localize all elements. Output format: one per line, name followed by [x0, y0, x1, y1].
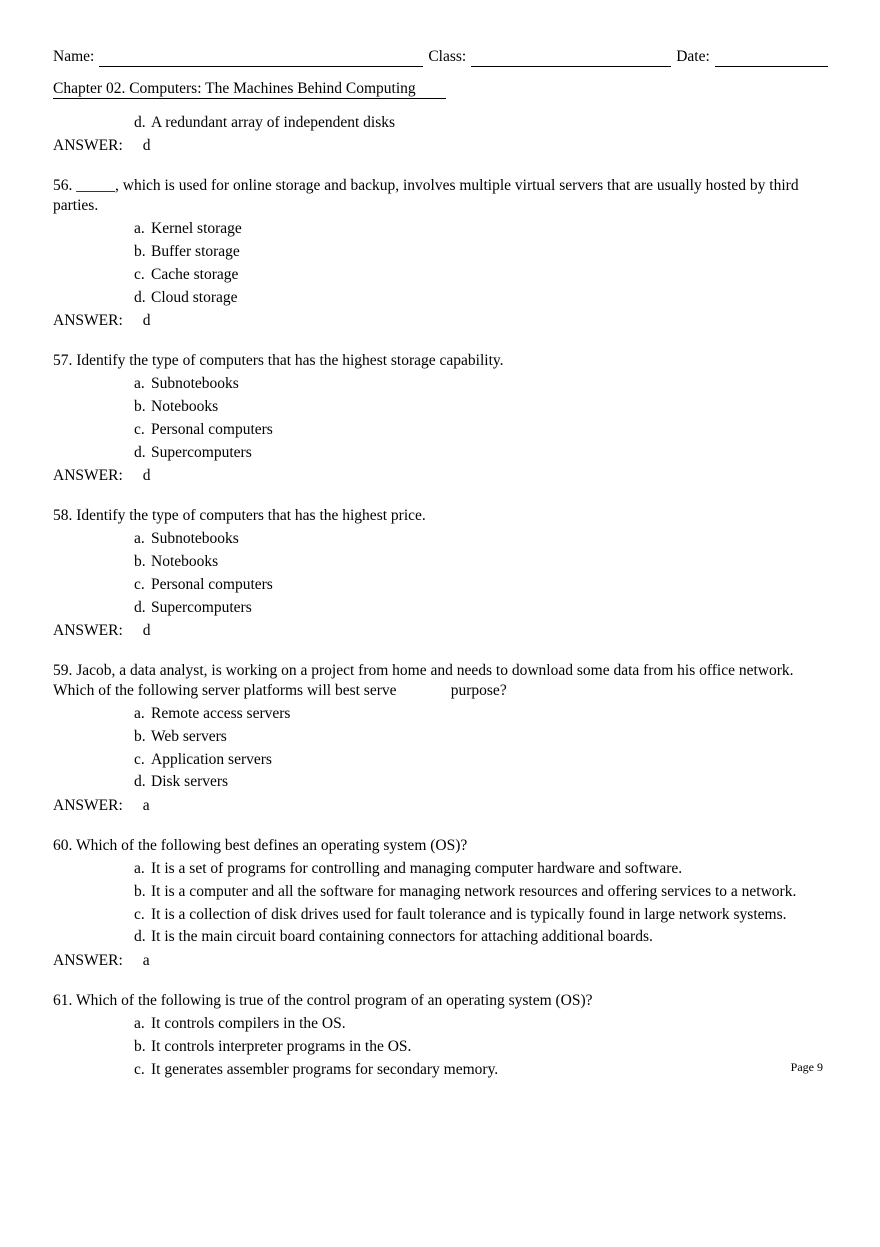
option [134, 598, 828, 617]
option [134, 772, 828, 791]
date-label: Date: [676, 48, 710, 65]
option-letter: a. [134, 860, 145, 878]
option [134, 1037, 828, 1056]
answer-line [53, 311, 828, 331]
option-letter: a. [134, 530, 145, 548]
option-text: Web servers [151, 728, 227, 745]
option-text: Subnotebooks [151, 530, 239, 548]
option [134, 242, 828, 261]
option-text: Cache storage [151, 265, 239, 283]
option [134, 265, 828, 284]
answer-line [53, 621, 828, 641]
option-letter: d. [134, 928, 146, 946]
question-number: 57. [53, 352, 73, 370]
option-letter: c. [134, 905, 145, 923]
question-text [53, 506, 828, 526]
answer-value: d [142, 137, 151, 155]
option-text: Buffer storage [151, 243, 240, 261]
option-text: It controls interpreter programs in the OS. [151, 1038, 412, 1056]
option [134, 529, 828, 548]
question-body: Jacob, a data analyst, is working on a project from home and needs to download some data from his office network. Which of the following server platforms will best serve purpose? [53, 662, 794, 699]
option-text: It is a computer and all the software for managing network resources and offering services to a network. [151, 883, 797, 901]
header [53, 47, 828, 67]
option-letter: c. [134, 750, 145, 768]
option-text: Personal computers [151, 575, 273, 593]
name-blank-line [99, 49, 423, 67]
option-letter: d. [134, 598, 146, 616]
option-text: Supercomputers [151, 443, 252, 461]
option-text: It controls compilers in the OS. [151, 1015, 346, 1033]
answer-value: a [142, 797, 150, 815]
option-text: It is a collection of disk drives used for fault tolerance and is typically found in large network systems. [151, 905, 787, 923]
question-number: 56. [53, 177, 73, 195]
option-letter: b. [134, 728, 146, 745]
question-number: 58. [53, 507, 73, 525]
answer-value: a [142, 952, 150, 970]
option-text: Kernel storage [151, 220, 242, 238]
option-text: Notebooks [151, 553, 219, 571]
option-text: Cloud storage [151, 288, 238, 306]
option-letter: a. [134, 1015, 145, 1033]
question-text [53, 661, 828, 701]
question-number: 59. [53, 662, 73, 680]
option [134, 443, 828, 462]
option [134, 552, 828, 571]
option-text: Supercomputers [151, 598, 252, 616]
answer-line [53, 796, 828, 816]
page-number: Page 9 [790, 1060, 823, 1074]
option [134, 374, 828, 393]
option-letter: b. [134, 883, 146, 901]
question-block-56 [53, 176, 828, 331]
option-text: Disk servers [151, 773, 229, 791]
option-letter: b. [134, 243, 146, 261]
question-block-58 [53, 506, 828, 641]
option [134, 288, 828, 307]
option-text: It generates assembler programs for secondary memory. [151, 1060, 499, 1078]
question-text [53, 991, 828, 1011]
answer-label: ANSWER: [53, 312, 123, 330]
question-block-61 [53, 991, 828, 1079]
option-text: Application servers [151, 750, 272, 768]
answer-value: d [142, 467, 151, 485]
answer-line [53, 466, 828, 486]
question-block-57 [53, 351, 828, 486]
option [134, 1014, 828, 1033]
date-blank-line [715, 49, 828, 67]
option-letter: c. [134, 575, 145, 593]
option-letter: b. [134, 398, 146, 416]
option [134, 420, 828, 439]
option-letter: d. [134, 443, 146, 461]
option [134, 927, 828, 946]
answer-line [53, 136, 828, 156]
option-letter: b. [134, 553, 146, 571]
option-letter: c. [134, 420, 145, 438]
option [134, 397, 828, 416]
question-text [53, 836, 828, 856]
chapter-title-row [53, 79, 828, 99]
option-letter: c. [134, 1060, 145, 1078]
option-text: Notebooks [151, 398, 219, 416]
option [134, 727, 828, 746]
class-blank-line [471, 49, 671, 67]
previous-question-fragment [53, 113, 828, 157]
question-number: 60. [53, 836, 73, 854]
answer-label: ANSWER: [53, 467, 123, 485]
answer-label: ANSWER: [53, 952, 123, 970]
option-text: It is a set of programs for controlling and managing computer hardware and software. [151, 860, 683, 878]
option [134, 905, 828, 924]
option [134, 1060, 828, 1079]
option-letter: d. [134, 113, 146, 131]
question-body: Identify the type of computers that has the highest price. [76, 507, 426, 525]
chapter-title: Chapter 02. Computers: The Machines Behind Computing [53, 80, 446, 99]
answer-label: ANSWER: [53, 622, 123, 640]
option [134, 750, 828, 769]
question-block-59 [53, 661, 828, 816]
option [134, 859, 828, 878]
question-body: Which of the following best defines an operating system (OS)? [75, 836, 468, 854]
question-text [53, 351, 828, 371]
answer-value: d [142, 622, 151, 640]
option-letter: c. [134, 265, 145, 283]
option [134, 704, 828, 723]
option-letter: d. [134, 288, 146, 306]
question-body: Identify the type of computers that has the highest storage capability. [76, 352, 504, 370]
option-text: Remote access servers [151, 705, 291, 723]
option [134, 113, 828, 132]
answer-label: ANSWER: [53, 797, 123, 815]
question-text [53, 176, 828, 216]
option-letter: d. [134, 773, 146, 791]
option-letter: a. [134, 705, 145, 723]
name-label: Name: [53, 48, 95, 65]
option-text: A redundant array of independent disks [151, 113, 396, 131]
option-letter: a. [134, 220, 145, 238]
option [134, 219, 828, 238]
option-text: It is the main circuit board containing connectors for attaching additional boards. [151, 928, 653, 946]
question-number: 61. [53, 992, 73, 1010]
option-letter: a. [134, 375, 145, 393]
question-body: _____, which is used for online storage and backup, involves multiple virtual servers that are usually hosted by third parties. [53, 177, 799, 215]
option [134, 882, 828, 901]
answer-line [53, 951, 828, 971]
question-block-60 [53, 836, 828, 971]
option-text: Personal computers [151, 420, 273, 438]
option [134, 575, 828, 594]
option-letter: b. [134, 1038, 146, 1056]
answer-value: d [142, 312, 151, 330]
class-label: Class: [428, 48, 467, 65]
option-text: Subnotebooks [151, 375, 239, 393]
question-body: Which of the following is true of the control program of an operating system (OS)? [75, 992, 593, 1010]
answer-label: ANSWER: [53, 137, 123, 155]
